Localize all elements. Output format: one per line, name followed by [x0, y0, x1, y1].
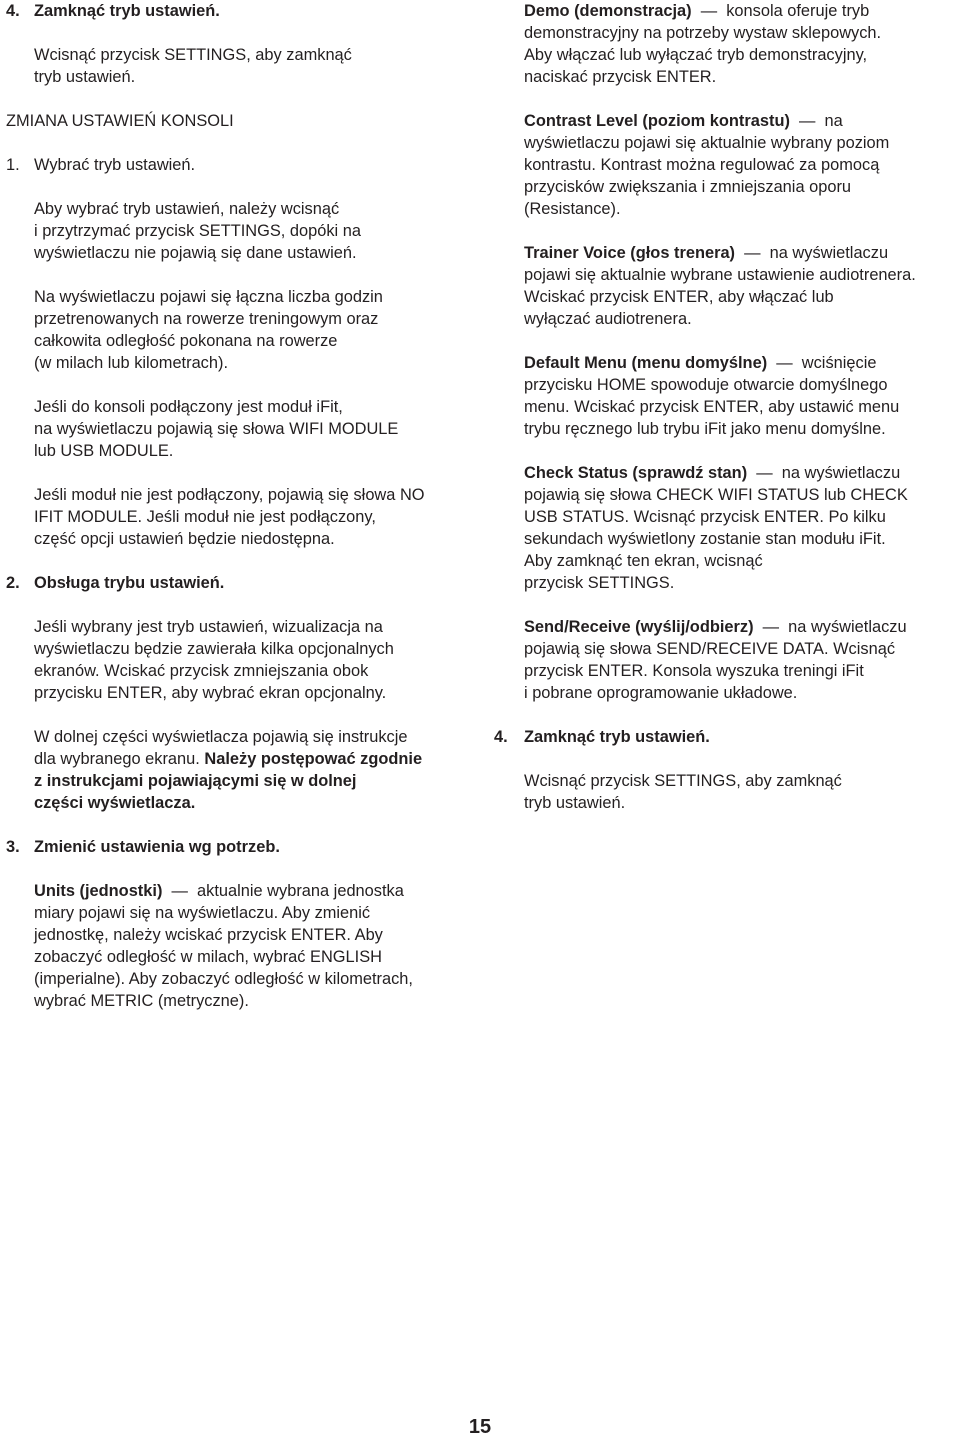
step1-para2	[6, 286, 486, 374]
text-line: pojawią się słowa CHECK WIFI STATUS lub CHECK	[524, 486, 908, 504]
step4-bottom-title	[494, 726, 960, 748]
trainer-voice-definition	[494, 242, 960, 330]
text-line: Units (jednostki) — aktualnie wybrana jednostka	[34, 882, 404, 900]
text-line: Wcisnąć przycisk SETTINGS, aby zamknąć	[524, 772, 842, 790]
section-heading: ZMIANA USTAWIEŃ KONSOLI	[6, 112, 234, 130]
text-line: przycisk SETTINGS.	[524, 574, 675, 592]
text-line: W dolnej części wyświetlacza pojawią się instrukcje	[34, 728, 408, 746]
plain-text: konsola oferuje tryb	[726, 2, 870, 20]
text-line: Send/Receive (wyślij/odbierz) — na wyświetlaczu	[524, 618, 907, 636]
text-line: menu. Wciskać przycisk ENTER, aby ustawić menu	[524, 398, 900, 416]
step-title-text: Obsługa trybu ustawień.	[34, 574, 225, 592]
text-line: (imperialne). Aby zobaczyć odległość w kilometrach,	[34, 970, 413, 988]
step-title-text: Zmienić ustawienia wg potrzeb.	[34, 838, 280, 856]
bold-text: Należy postępować zgodnie	[204, 750, 423, 768]
step1-para1	[6, 198, 486, 264]
contrast-definition	[494, 110, 960, 220]
text-line: i pobrane oprogramowanie układowe.	[524, 684, 798, 702]
definition-term: Check Status (sprawdź stan)	[524, 464, 748, 482]
text-line: przycisku ENTER, aby wybrać ekran opcjonalny.	[34, 684, 387, 702]
text-line: miary pojawi się na wyświetlaczu. Aby zmienić	[34, 904, 371, 922]
plain-text: na wyświetlaczu	[788, 618, 907, 636]
step-title-text: Wybrać tryb ustawień.	[34, 156, 196, 174]
text-line: zobaczyć odległość w milach, wybrać ENGLISH	[34, 948, 382, 966]
definition-term: Trainer Voice (głos trenera)	[524, 244, 736, 262]
text-line: Contrast Level (poziom kontrastu) — na	[524, 112, 843, 130]
text-line: Na wyświetlaczu pojawi się łączna liczba godzin	[34, 288, 383, 306]
right-column	[494, 0, 960, 814]
step-number: 2.	[6, 574, 20, 592]
step-number: 3.	[6, 838, 20, 856]
check-status-definition	[494, 462, 960, 594]
text-line: trybu ręcznego lub trybu iFit jako menu domyślne.	[524, 420, 886, 438]
bold-line: z instrukcjami pojawiającymi się w dolnej	[34, 772, 357, 790]
send-receive-definition	[494, 616, 960, 704]
step-title-text: Zamknąć tryb ustawień.	[524, 728, 710, 746]
text-line: USB STATUS. Wcisnąć przycisk ENTER. Po kilku	[524, 508, 886, 526]
plain-text: wciśnięcie	[801, 354, 877, 372]
step2-title	[6, 572, 486, 594]
text-line: część opcji ustawień będzie niedostępna.	[34, 530, 335, 548]
text-line: wybrać METRIC (metryczne).	[34, 992, 249, 1010]
text-line: naciskać przycisk ENTER.	[524, 68, 717, 86]
text-line: na wyświetlaczu pojawią się słowa WIFI MODULE	[34, 420, 399, 438]
default-menu-definition	[494, 352, 960, 440]
text-line: IFIT MODULE. Jeśli moduł nie jest podłączony,	[34, 508, 376, 526]
text-line: demonstracyjny na potrzeby wystaw sklepowych.	[524, 24, 882, 42]
text-line: Aby zamknąć ten ekran, wcisnąć	[524, 552, 763, 570]
text-line: lub USB MODULE.	[34, 442, 174, 460]
text-line: przycisk ENTER. Konsola wyszuka treningi iFit	[524, 662, 864, 680]
text-line: Aby wybrać tryb ustawień, należy wcisnąć	[34, 200, 340, 218]
step4-top-body	[6, 44, 486, 88]
text-line: całkowita odległość pokonana na rowerze	[34, 332, 338, 350]
text-line	[34, 748, 486, 770]
text-line: jednostkę, należy wciskać przycisk ENTER. Aby	[34, 926, 383, 944]
text-line: Trainer Voice (głos trenera) — na wyświetlaczu	[524, 244, 889, 262]
plain-text: na wyświetlaczu	[769, 244, 889, 262]
step2-para1	[6, 616, 486, 704]
definition-term: Contrast Level (poziom kontrastu)	[524, 112, 790, 130]
definition-term: Default Menu (menu domyślne)	[524, 354, 768, 372]
text-line: Wcisnąć przycisk SETTINGS, aby zamknąć	[34, 46, 352, 64]
text-line: przycisku HOME spowoduje otwarcie domyślnego	[524, 376, 888, 394]
text-line: Aby włączać lub wyłączać tryb demonstracyjny,	[524, 46, 868, 64]
step-number: 4.	[6, 2, 20, 20]
text-line: i przytrzymać przycisk SETTINGS, dopóki na	[34, 222, 361, 240]
units-definition	[6, 880, 486, 1012]
text-line: wyświetlaczu nie pojawią się dane ustawień.	[34, 244, 357, 262]
text-line: Jeśli wybrany jest tryb ustawień, wizualizacja na	[34, 618, 383, 636]
text-line: (Resistance).	[524, 200, 621, 218]
step-number: 4.	[494, 728, 508, 746]
text-line: kontrastu. Kontrast można regulować za pomocą	[524, 156, 880, 174]
definition-term: Send/Receive (wyślij/odbierz)	[524, 618, 754, 636]
plain-text: na wyświetlaczu	[781, 464, 901, 482]
plain-text: na	[824, 112, 843, 130]
step4-top-title	[6, 0, 486, 22]
text-line: ekranów. Wciskać przycisk zmniejszania obok	[34, 662, 369, 680]
text-line: Jeśli moduł nie jest podłączony, pojawią się słowa NO	[34, 486, 425, 504]
step1-para3	[6, 396, 486, 462]
definition-term: Units (jednostki)	[34, 882, 163, 900]
demo-definition	[494, 0, 960, 88]
bold-line: części wyświetlacza.	[34, 794, 196, 812]
step1-title	[6, 154, 486, 176]
text-line: sekundach wyświetlony zostanie stan modułu iFit.	[524, 530, 886, 548]
plain-text: dla wybranego ekranu.	[34, 750, 205, 768]
text-line: Demo (demonstracja) — konsola oferuje tryb	[524, 2, 870, 20]
step3-title	[6, 836, 486, 858]
left-column	[6, 0, 486, 1012]
text-line: (w milach lub kilometrach).	[34, 354, 229, 372]
text-line: Jeśli do konsoli podłączony jest moduł iFit,	[34, 398, 343, 416]
text-line: tryb ustawień.	[34, 68, 136, 86]
text-line: Default Menu (menu domyślne) — wciśnięcie	[524, 354, 877, 372]
step-number: 1.	[6, 156, 20, 174]
step4-bottom-body	[494, 770, 960, 814]
text-line: wyświetlaczu będzie zawierała kilka opcjonalnych	[34, 640, 394, 658]
text-line: Check Status (sprawdź stan) — na wyświetlaczu	[524, 464, 901, 482]
step-title-text: Zamknąć tryb ustawień.	[34, 2, 220, 20]
page-number: 15	[468, 1416, 492, 1438]
text-line: przycisków zwiększania i zmniejszania oporu	[524, 178, 852, 196]
text-line: pojawi się aktualnie wybrane ustawienie audiotrenera.	[524, 266, 916, 284]
text-line: Wciskać przycisk ENTER, aby włączać lub	[524, 288, 834, 306]
text-line: wyłączać audiotrenera.	[524, 310, 692, 328]
text-line: tryb ustawień.	[524, 794, 626, 812]
text-line: wyświetlaczu pojawi się aktualnie wybrany poziom	[524, 134, 890, 152]
step2-para2	[6, 726, 486, 814]
text-line: pojawią się słowa SEND/RECEIVE DATA. Wcisnąć	[524, 640, 896, 658]
definition-term: Demo (demonstracja)	[524, 2, 692, 20]
plain-text: aktualnie wybrana jednostka	[197, 882, 404, 900]
step1-para4	[6, 484, 486, 550]
text-line: przetrenowanych na rowerze treningowym oraz	[34, 310, 379, 328]
